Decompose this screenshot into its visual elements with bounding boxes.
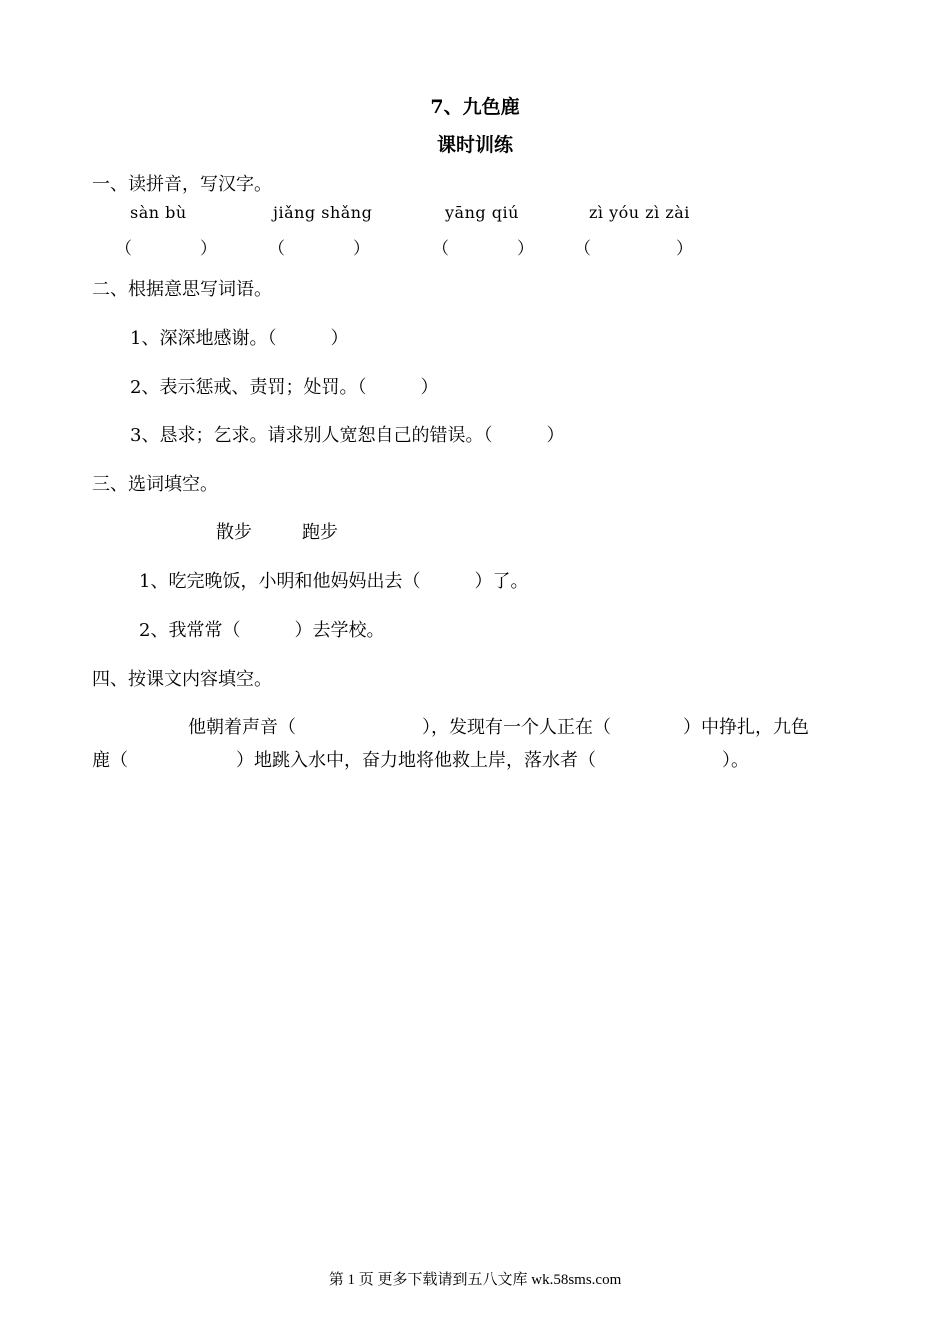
passage-line-1: 他朝着声音（ ），发现有一个人正在（ ）中挣扎，九色 [188,717,809,738]
section3-item-2: 2、我常常（ ）去学校。 [139,620,385,641]
word-choice-1: 散步 [216,522,252,543]
pinyin-3: yāng qiú [445,203,519,222]
passage-line-2: 鹿（ ）地跳入水中，奋力地将他救上岸，落水者（ ）。 [92,750,749,771]
section2-heading: 二、根据意思写词语。 [92,279,272,300]
section3-heading: 三、选词填空。 [92,474,218,495]
section4-heading: 四、按课文内容填空。 [92,669,272,690]
section2-item-3: 3、恳求；乞求。请求别人宽恕自己的错误。（ ） [130,425,565,446]
pinyin-2: jiǎng shǎng [273,203,373,222]
section2-item-1: 1、深深地感谢。（ ） [130,328,349,349]
page-title: 7、九色鹿 [430,96,520,118]
section3-item-1: 1、吃完晚饭，小明和他妈妈出去（ ）了。 [139,571,529,592]
pinyin-1: sàn bù [130,203,187,222]
answer-blank-4[interactable]: （ ） [574,239,693,259]
word-choice-2: 跑步 [302,522,338,543]
pinyin-4: zì yóu zì zài [589,203,690,222]
page-subtitle: 课时训练 [436,134,513,156]
answer-blank-1[interactable]: （ ） [115,239,217,259]
section2-item-2: 2、表示惩戒、责罚；处罚。（ ） [130,377,439,398]
answer-blank-3[interactable]: （ ） [432,239,534,259]
section1-heading: 一、读拼音，写汉字。 [92,174,272,195]
answer-blank-2[interactable]: （ ） [268,239,370,259]
page-footer: 第 1 页 更多下载请到五八文库 wk.58sms.com [328,1272,622,1288]
